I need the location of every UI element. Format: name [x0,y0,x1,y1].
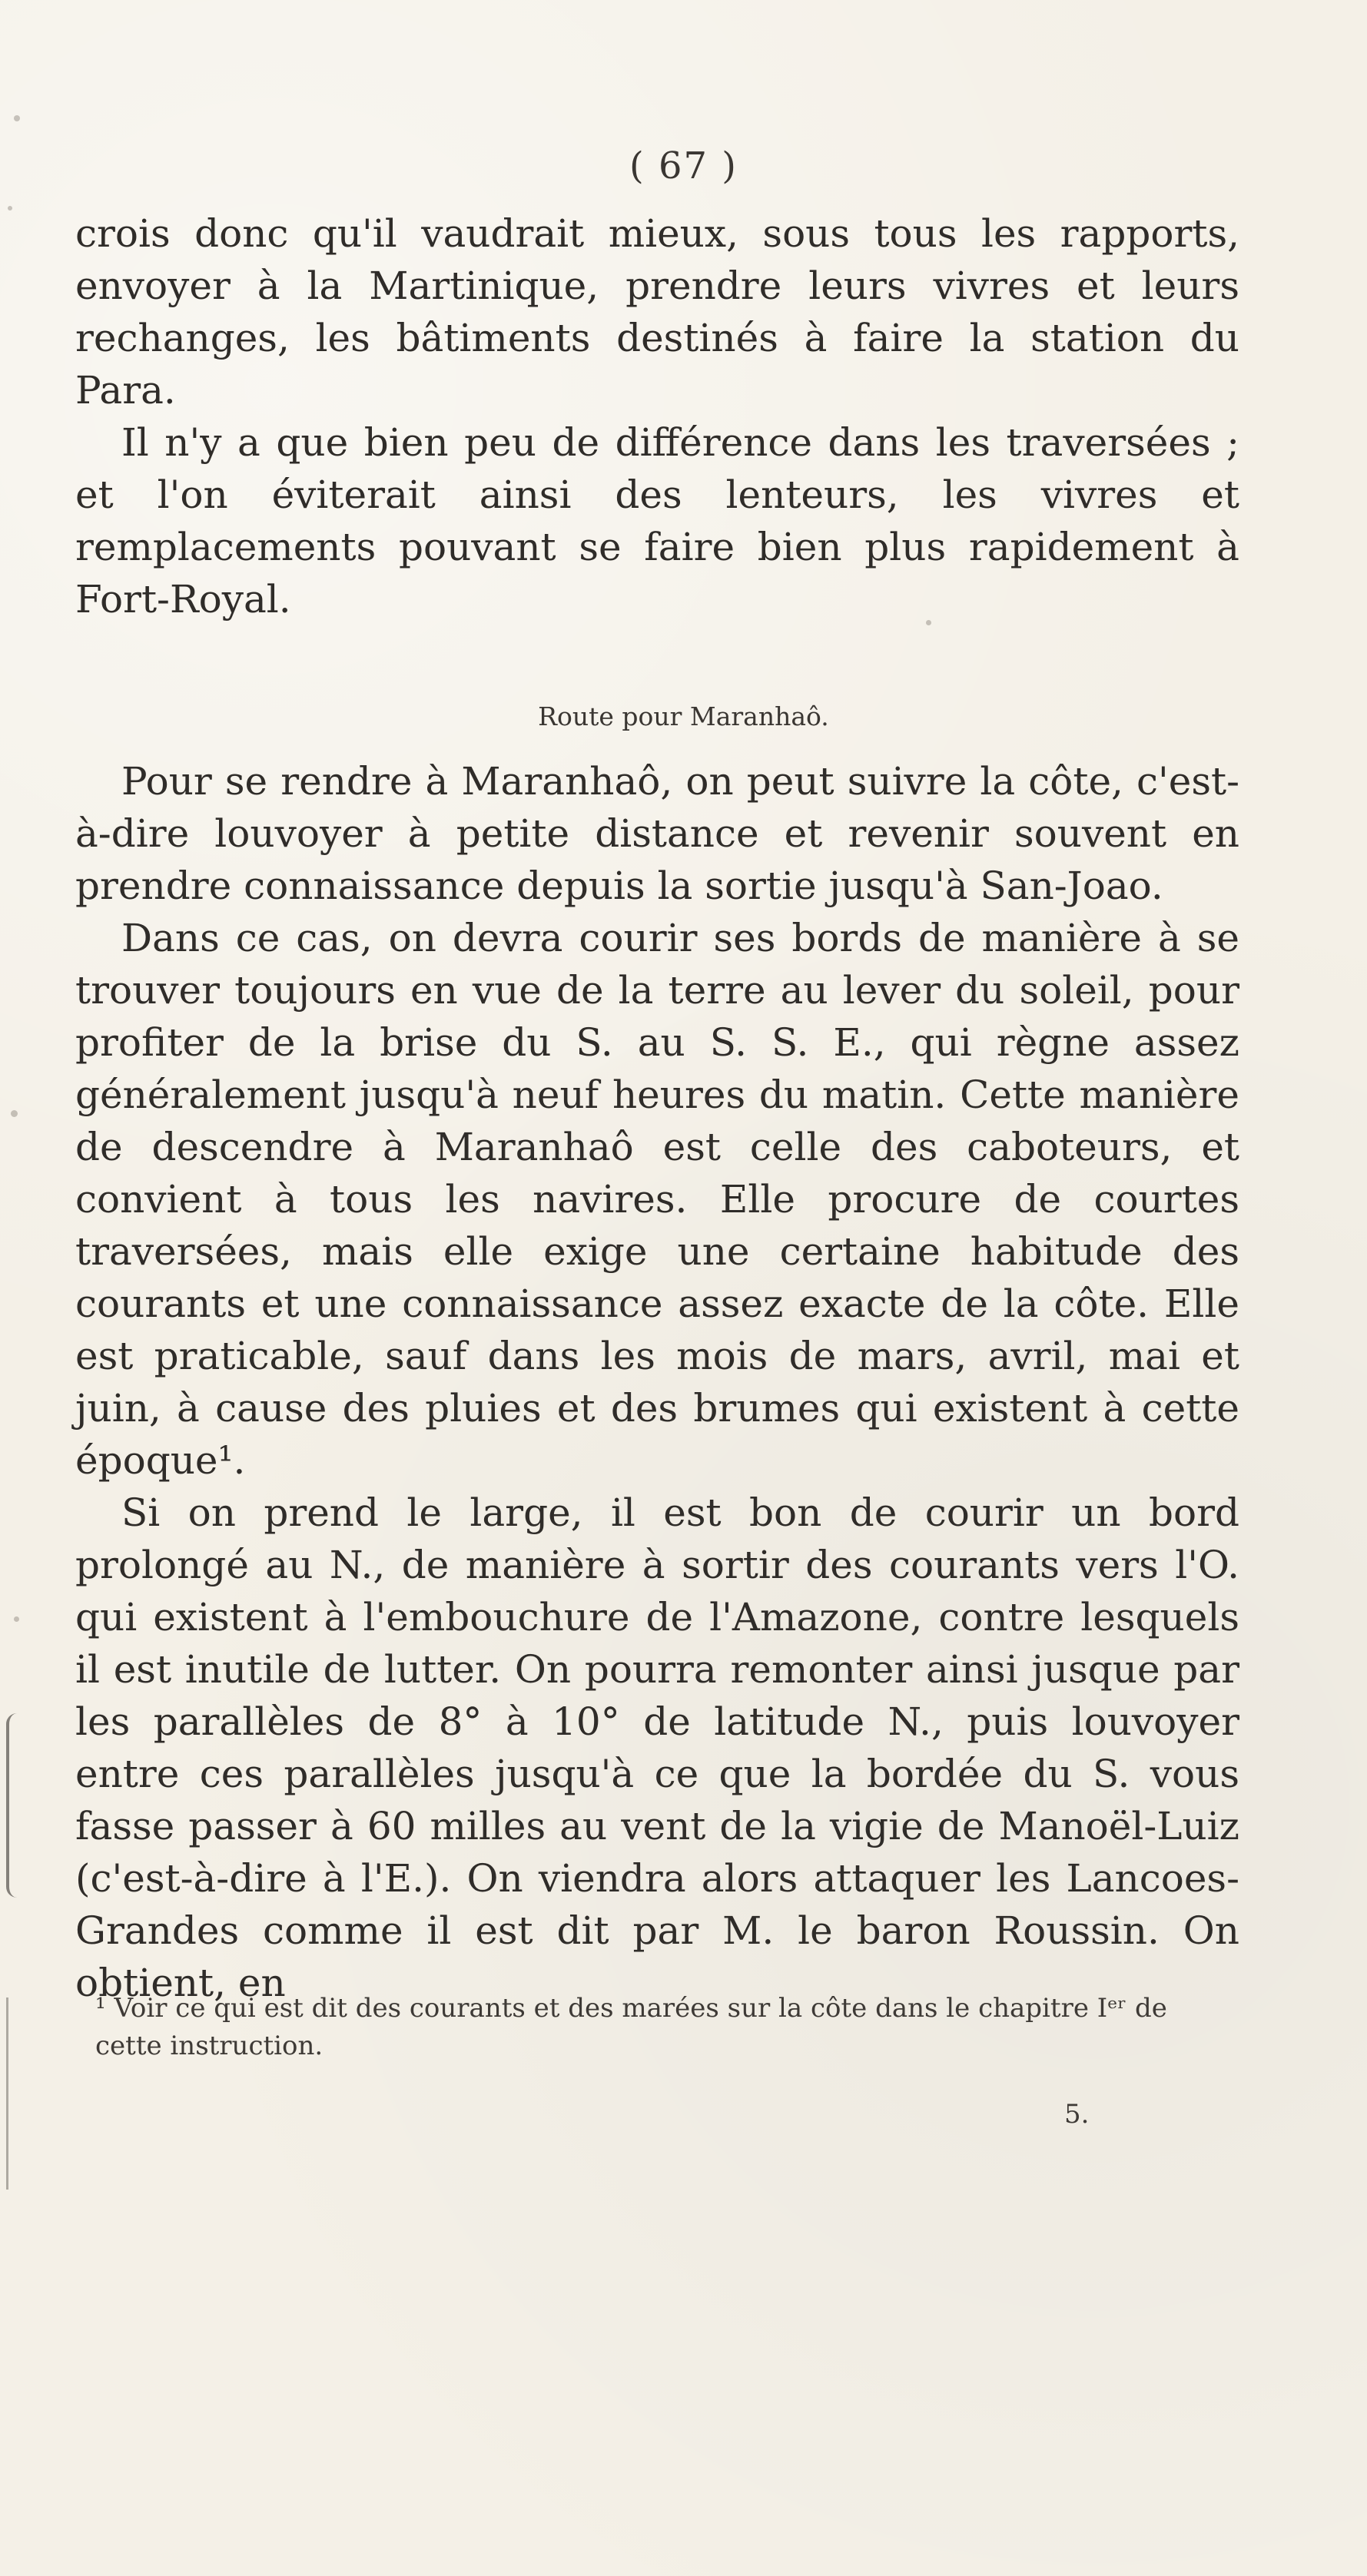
paragraph-main-2: Dans ce cas, on devra courir ses bords de manière à se trouver toujours en vue de la terre au lever du soleil, pour profiter de la brise du S. au S. S. E., qui règne assez généralement jusqu'à neuf heures du matin. Cette manière de descendre à Maranhaô est celle des caboteurs, et convient à tous les navires. Elle procure de courtes traversées, mais elle exige une certaine habitude des courants et une connaissance assez exacte de la côte. Elle est praticable, sauf dans les mois de mars, avril, mai et juin, à cause des pluies et des brumes qui existent à cette époque¹. [75,916,1239,1483]
paper-speck [14,115,20,121]
paragraph-main-1: Pour se rendre à Maranhaô, on peut suivre la côte, c'est-à-dire louvoyer à petite distance et revenir souvent en prendre connaissance depuis la sortie jusqu'à San-Joao. [75,759,1239,908]
paper-speck [926,620,931,625]
main-text-block [75,755,1239,2009]
page-signature: 5. [1064,2099,1090,2130]
paragraph-main-3: Si on prend le large, il est bon de courir un bord prolongé au N., de manière à sortir des courants vers l'O. qui existent à l'embouchure de l'Amazone, contre lesquels il est inutile de lutter. On pourra remonter ainsi jusque par les parallèles de 8° à 10° de latitude N., puis louvoyer entre ces parallèles jusqu'à ce que la bordée du S. vous fasse passer à 60 milles au vent de la vigie de Manoël-Luiz (c'est-à-dire à l'E.). On viendra alors attaquer les Lancoes-Grandes comme il est dit par M. le baron Roussin. On obtient, en [75,1490,1239,2005]
page-number: ( 67 ) [629,144,738,187]
margin-line [6,1997,8,2190]
footnote: ¹ Voir ce qui est dit des courants et des marées sur la côte dans le chapitre Iᵉʳ de cette instruction. [95,1993,1167,2061]
margin-bracket [6,1713,28,1898]
paper-speck [8,206,12,211]
paper-speck [14,1616,19,1622]
top-text-block [75,207,1239,625]
paper-speck [11,1110,18,1117]
section-title: Route pour Maranhaô. [538,701,829,731]
paragraph-top-2: Il n'y a que bien peu de différence dans les traversées ; et l'on éviterait ainsi des lenteurs, les vivres et remplacements pouvant se faire bien plus rapidement à Fort-Royal. [75,420,1239,622]
paragraph-top-1: crois donc qu'il vaudrait mieux, sous tous les rapports, envoyer à la Martinique, prendre leurs vivres et leurs rechanges, les bâtiments destinés à faire la station du Para. [75,211,1239,413]
